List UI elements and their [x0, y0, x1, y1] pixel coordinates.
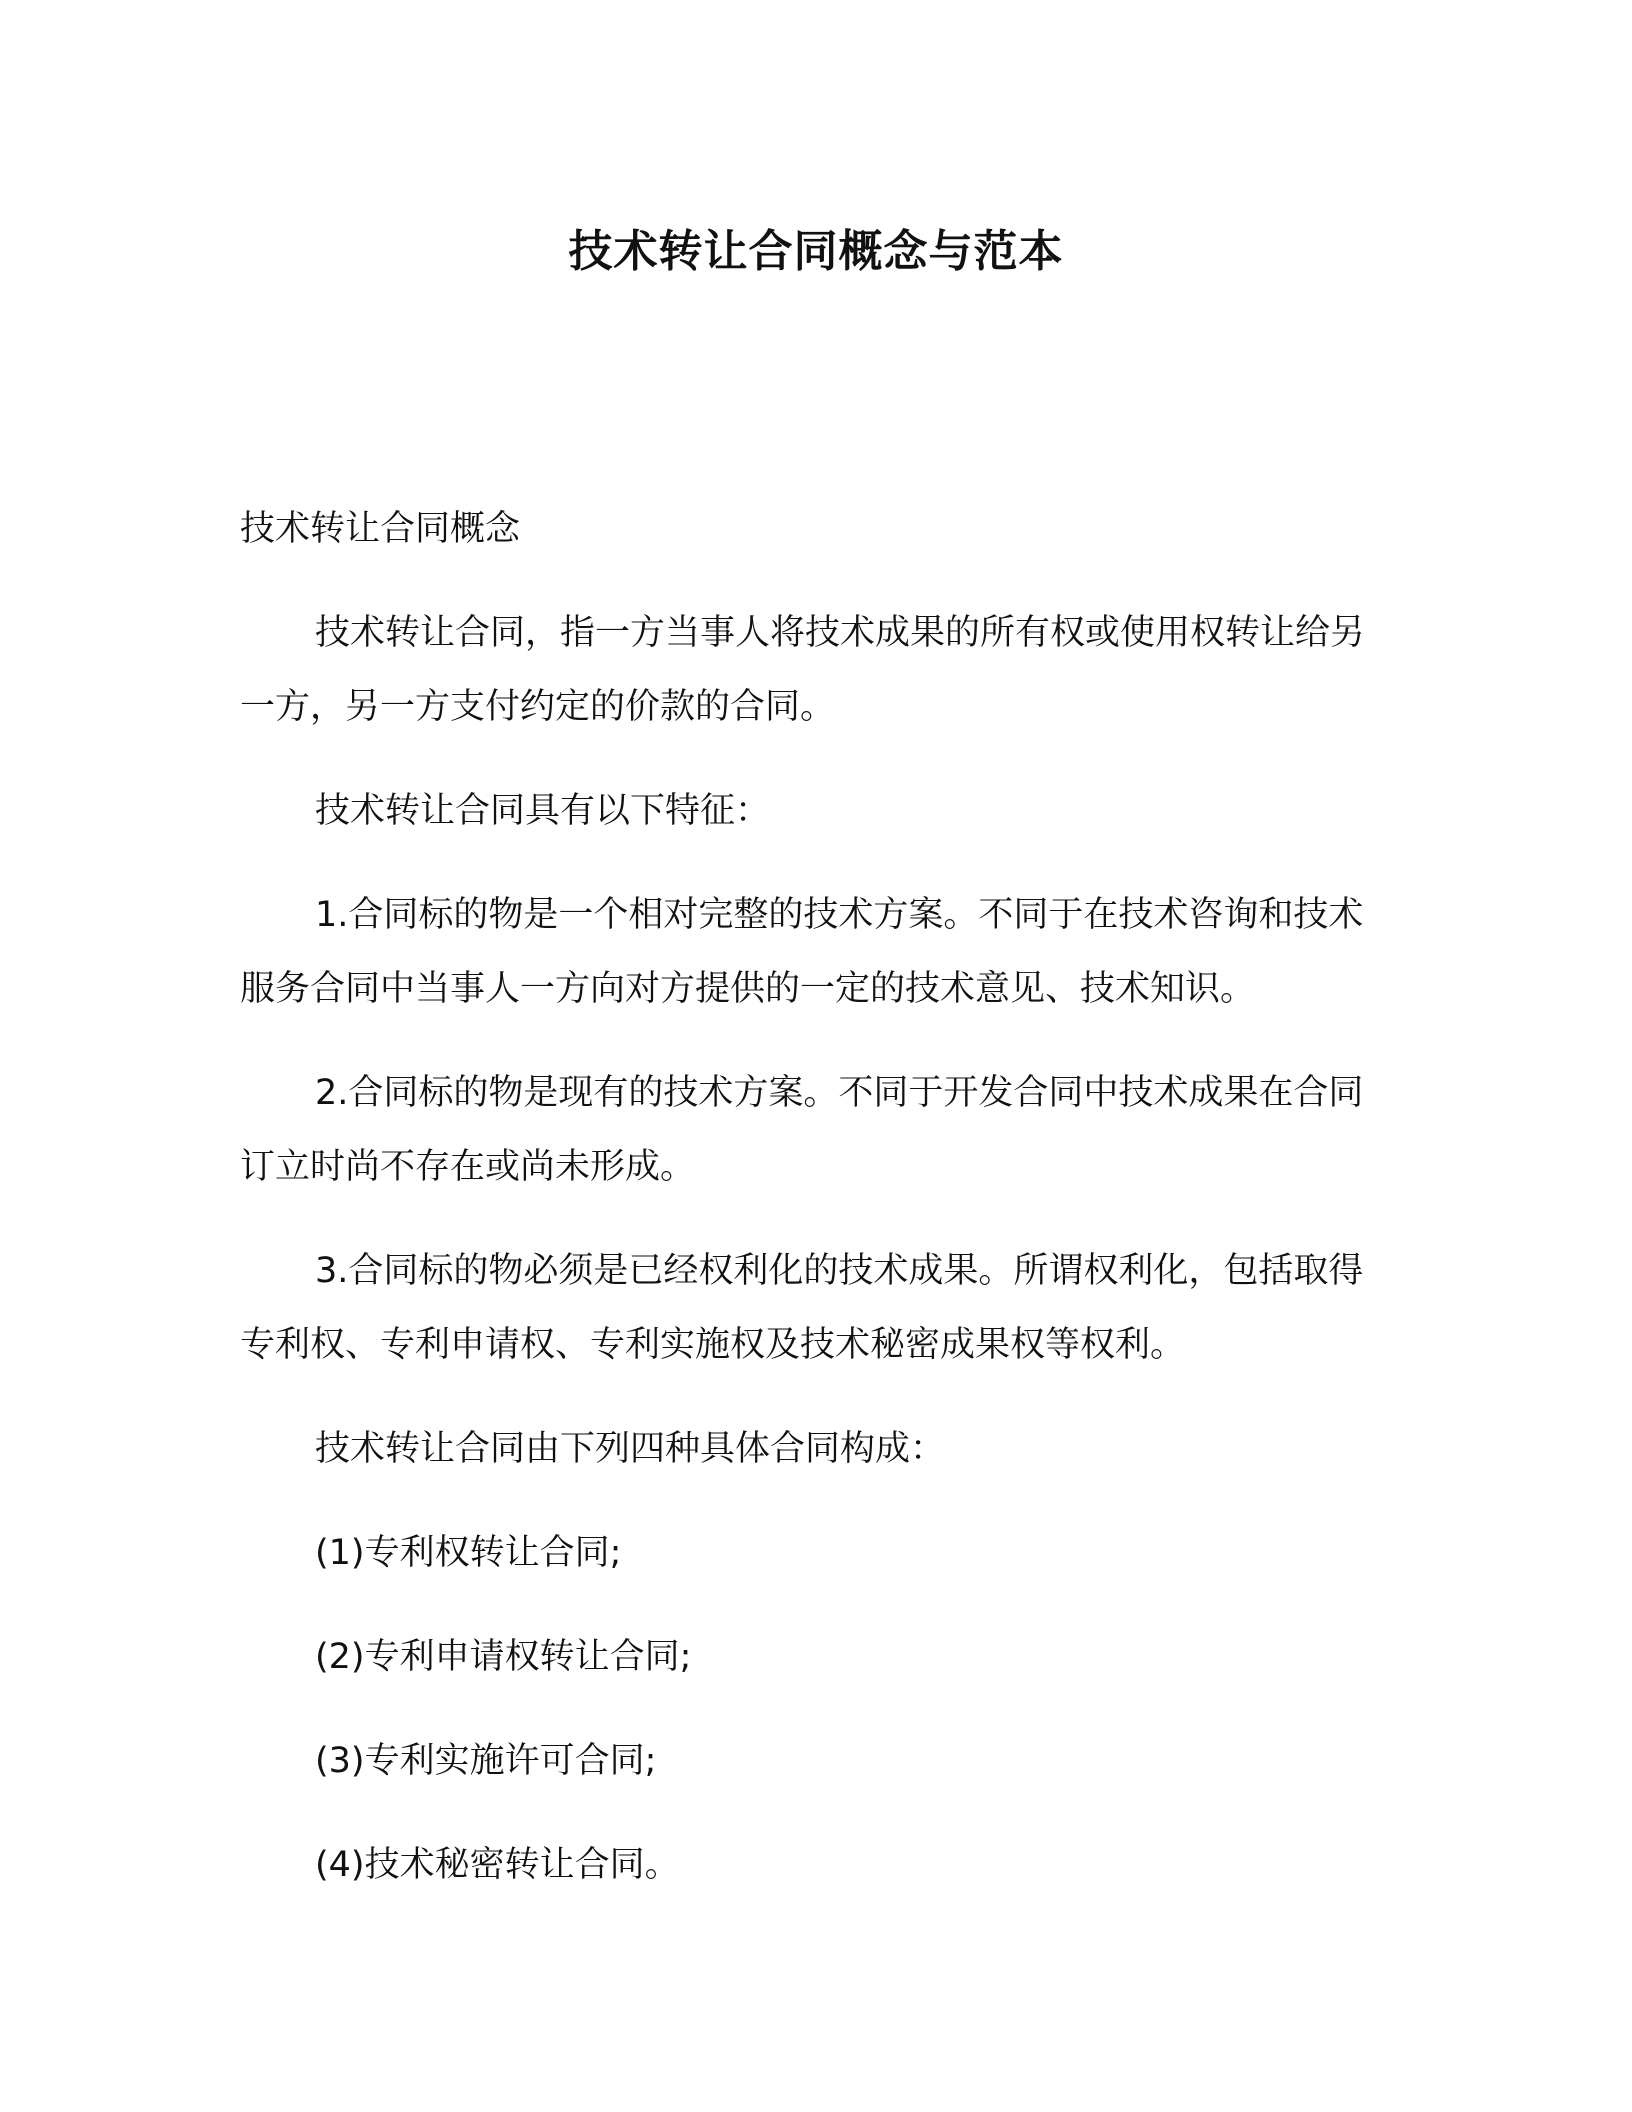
- document-title: 技术转让合同概念与范本: [568, 226, 1064, 277]
- paragraph-features-intro: 技术转让合同具有以下特征：: [315, 791, 771, 831]
- document-body: [240, 492, 1380, 1932]
- list-item: (2)专利申请权转让合同;: [315, 1637, 692, 1677]
- list-item: (4)技术秘密转让合同。: [315, 1845, 680, 1885]
- list-item: (1)专利权转让合同;: [315, 1533, 622, 1573]
- paragraph-feature-2: 2.合同标的物是现有的技术方案。不同于开发合同中技术成果在合同订立时尚不存在或尚未形成。: [240, 1073, 1364, 1187]
- section-heading: 技术转让合同概念: [240, 509, 521, 549]
- paragraph-feature-3: 3.合同标的物必须是已经权利化的技术成果。所谓权利化，包括取得专利权、专利申请权、专利实施权及技术秘密成果权等权利。: [240, 1251, 1364, 1365]
- list-item: (3)专利实施许可合同;: [315, 1741, 657, 1781]
- paragraph-definition: 技术转让合同，指一方当事人将技术成果的所有权或使用权转让给另一方，另一方支付约定的价款的合同。: [240, 613, 1366, 727]
- paragraph-feature-1: 1.合同标的物是一个相对完整的技术方案。不同于在技术咨询和技术服务合同中当事人一方向对方提供的一定的技术意见、技术知识。: [240, 895, 1364, 1009]
- paragraph-types-intro: 技术转让合同由下列四种具体合同构成：: [315, 1429, 946, 1469]
